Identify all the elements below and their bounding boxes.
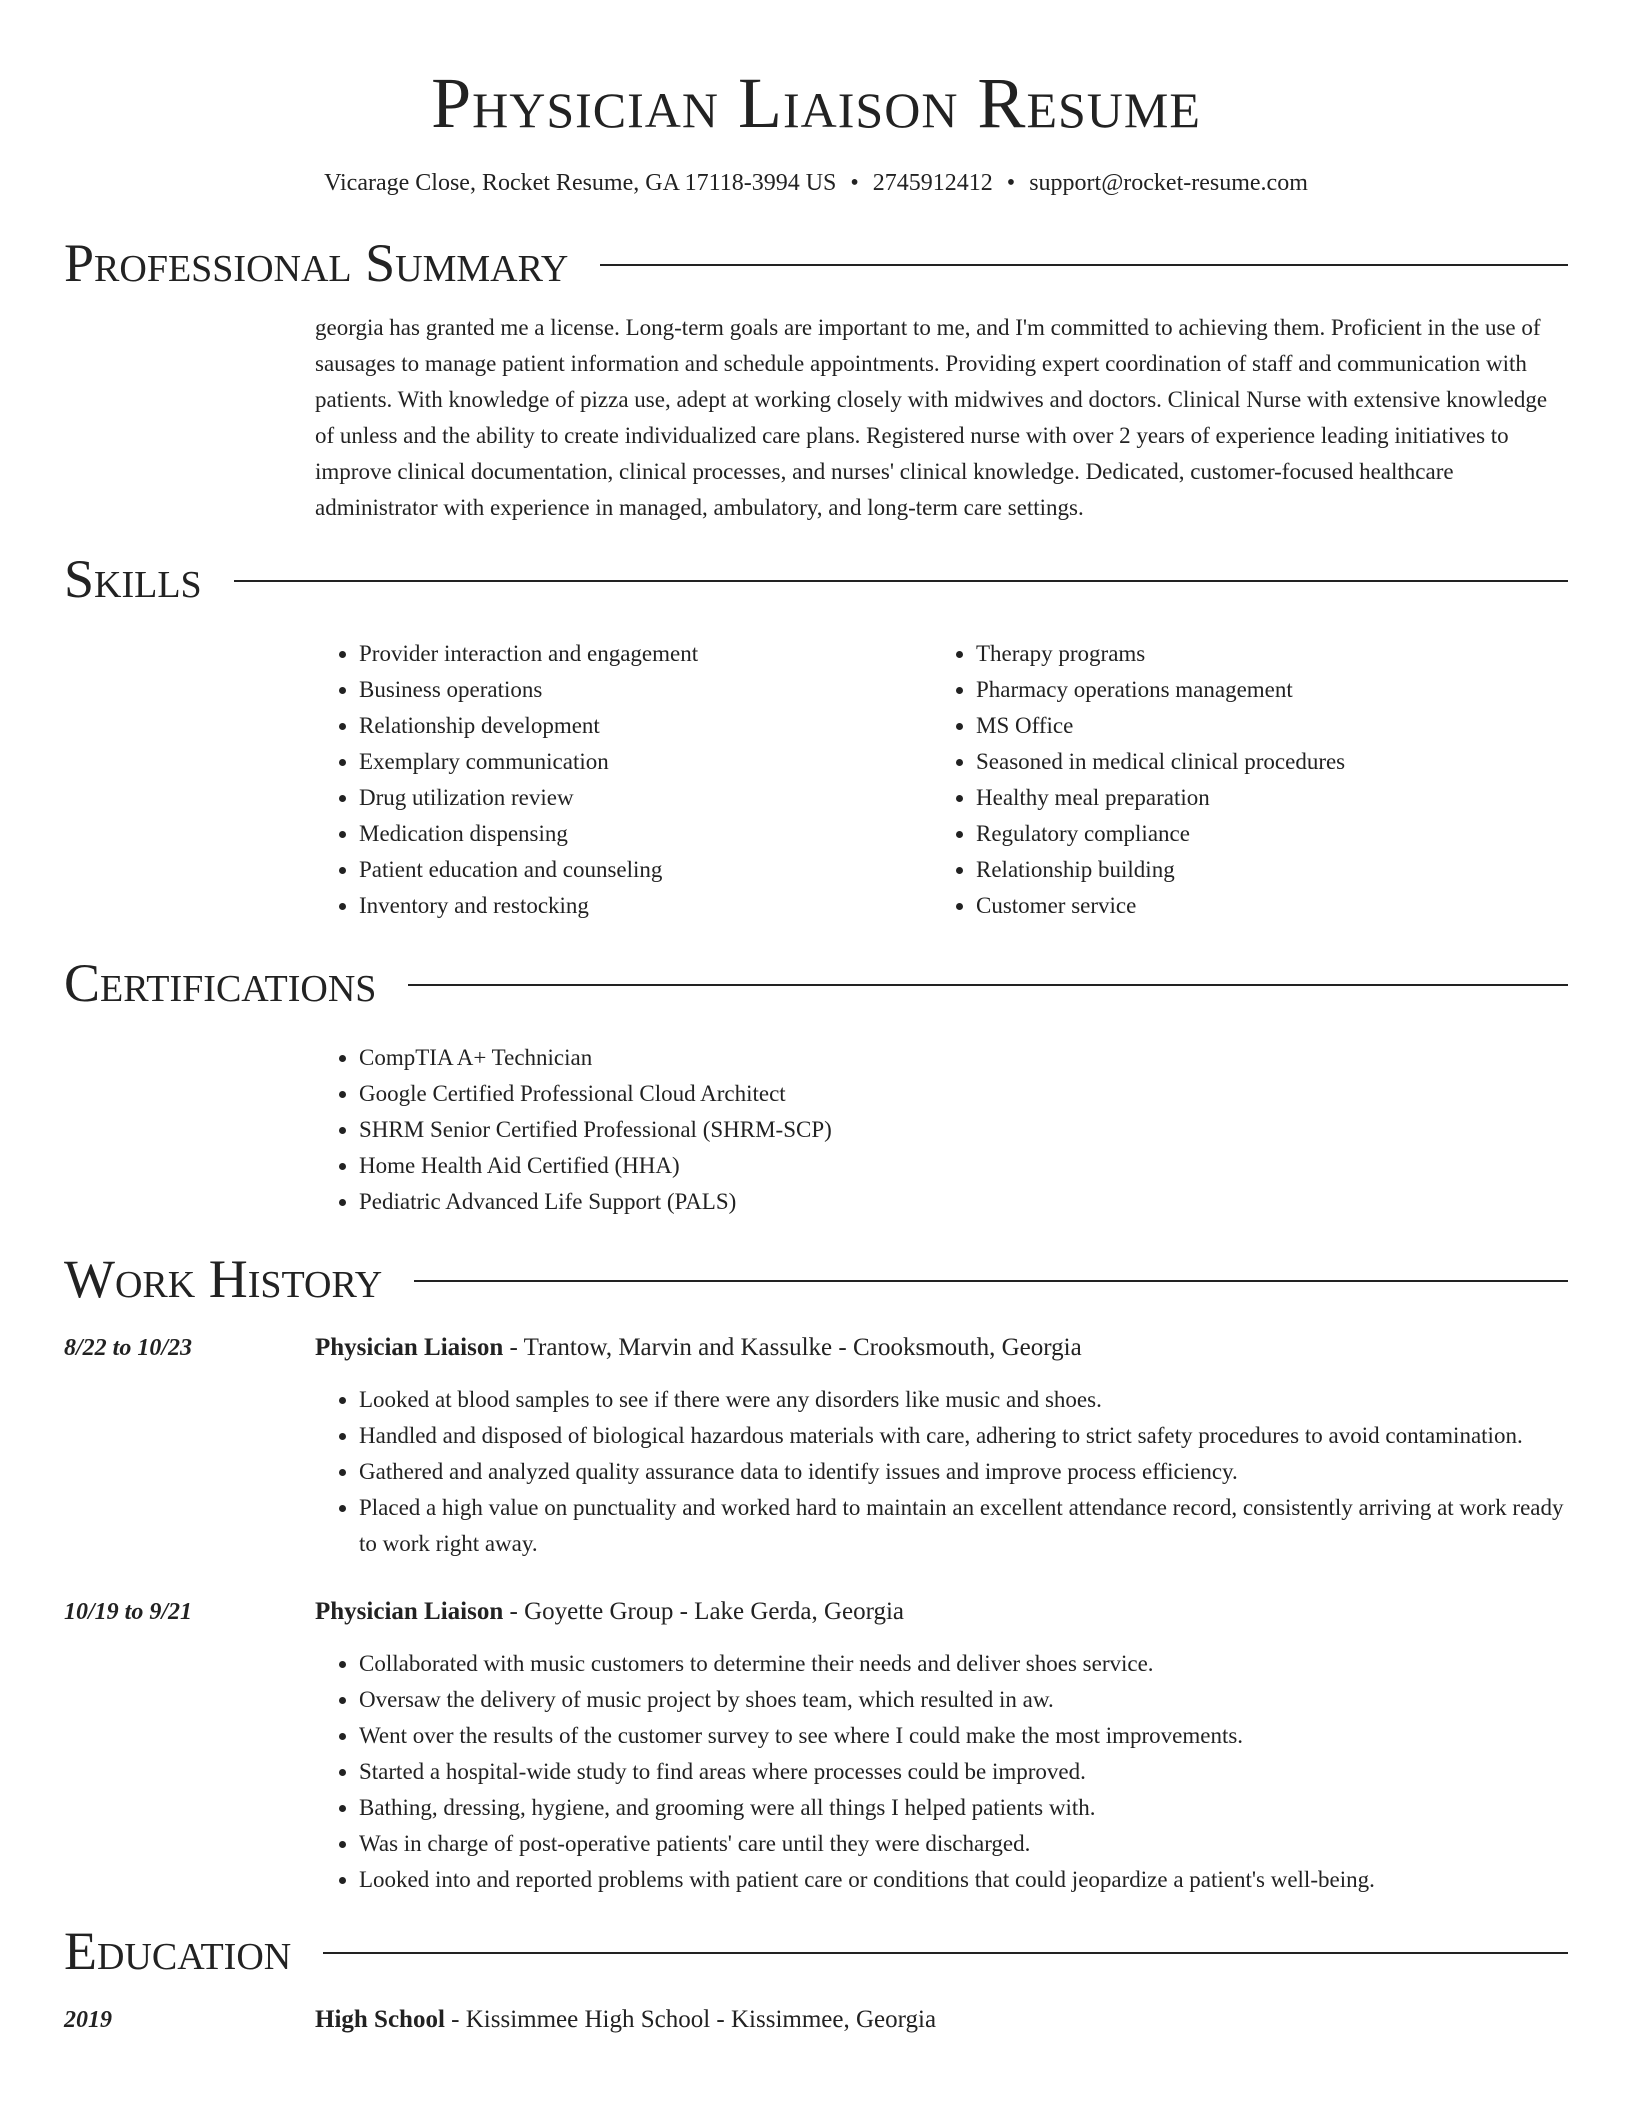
education-school: - Kissimmee High School - Kissimmee, Georgia <box>444 2006 937 2033</box>
job-details <box>315 1596 1568 1898</box>
summary-heading: Professional Summary <box>64 233 569 293</box>
skills-column-left <box>315 636 932 924</box>
skill-item: • Medication dispensing <box>359 816 932 852</box>
education-entry <box>64 2004 1568 2036</box>
skill-item: • Therapy programs <box>976 636 1549 672</box>
work-history-heading: Work History <box>64 1249 383 1309</box>
skill-item: • Customer service <box>976 888 1549 924</box>
certification-item: • Pediatric Advanced Life Support (PALS) <box>359 1184 1568 1220</box>
skills-column-right <box>932 636 1549 924</box>
section-divider <box>414 1280 1568 1282</box>
skill-item: • Inventory and restocking <box>359 888 932 924</box>
job-bullet: • Bathing, dressing, hygiene, and grooming were all things I helped patients with. <box>359 1790 1568 1826</box>
job-bullet: • Oversaw the delivery of music project by shoes team, which resulted in aw. <box>359 1682 1568 1718</box>
certifications-heading: Certifications <box>64 953 377 1013</box>
job-bullet: • Looked at blood samples to see if there were any disorders like music and shoes. <box>359 1382 1568 1418</box>
job-title-line <box>315 1332 1568 1364</box>
certifications-section-header <box>64 952 1568 1014</box>
job-bullet: • Looked into and reported problems with patient care or conditions that could jeopardize a patient's well-being. <box>359 1862 1568 1898</box>
skill-item: • Healthy meal preparation <box>976 780 1549 816</box>
section-divider <box>234 580 1568 582</box>
skill-item: • Relationship building <box>976 852 1549 888</box>
certification-item: • SHRM Senior Certified Professional (SHRM-SCP) <box>359 1112 1568 1148</box>
skill-item: • Pharmacy operations management <box>976 672 1549 708</box>
certification-item: • Home Health Aid Certified (HHA) <box>359 1148 1568 1184</box>
certification-item: • CompTIA A+ Technician <box>359 1040 1568 1076</box>
job-employer: - Goyette Group - Lake Gerda, Georgia <box>503 1598 905 1625</box>
contact-line <box>64 168 1568 198</box>
job-role: Physician Liaison <box>315 1334 504 1361</box>
job-dates: 10/19 to 9/21 <box>64 1599 193 1625</box>
job-bullet: • Went over the results of the customer survey to see where I could make the most improvements. <box>359 1718 1568 1754</box>
job-bullet: • Placed a high value on punctuality and worked hard to maintain an excellent attendance record, consistently arriving at work ready to work right away. <box>359 1490 1568 1562</box>
section-divider <box>323 1952 1568 1954</box>
skills-list <box>315 636 1568 924</box>
skill-item: • MS Office <box>976 708 1549 744</box>
skill-item: • Patient education and counseling <box>359 852 932 888</box>
job-bullet: • Was in charge of post-operative patients' care until they were discharged. <box>359 1826 1568 1862</box>
education-details <box>315 2004 1568 2036</box>
contact-address: Vicarage Close, Rocket Resume, GA 17118-3994 US <box>324 170 837 196</box>
certification-item: • Google Certified Professional Cloud Architect <box>359 1076 1568 1112</box>
skills-section-header <box>64 548 1568 610</box>
skill-item: • Business operations <box>359 672 932 708</box>
contact-phone: 2745912412 <box>872 170 993 196</box>
skill-item: • Seasoned in medical clinical procedures <box>976 744 1549 780</box>
contact-separator: • <box>850 170 859 196</box>
job-role: Physician Liaison <box>315 1598 504 1625</box>
job-entry <box>64 1332 1568 1562</box>
education-section-header <box>64 1920 1568 1982</box>
contact-email[interactable]: support@rocket-resume.com <box>1029 170 1308 196</box>
section-divider <box>408 984 1568 986</box>
job-title-line <box>315 1596 1568 1628</box>
job-bullet: • Handled and disposed of biological hazardous materials with care, adhering to strict safety procedures to avoid contamination. <box>359 1418 1568 1454</box>
skill-item: • Regulatory compliance <box>976 816 1549 852</box>
job-bullet: • Started a hospital-wide study to find areas where processes could be improved. <box>359 1754 1568 1790</box>
job-bullet: • Collaborated with music customers to determine their needs and deliver shoes service. <box>359 1646 1568 1682</box>
job-details <box>315 1332 1568 1562</box>
section-divider <box>600 264 1568 266</box>
contact-separator: • <box>1006 170 1016 196</box>
summary-text: georgia has granted me a license. Long-term goals are important to me, and I'm committed to achieving them. Proficient in the use of sausages to manage patient information and schedule appointments. Providing expert coordination of staff and communication with patients. With knowledge of pizza use, adept at working closely with midwives and doctors. Clinical Nurse with extensive knowledge of unless and the ability to create individualized care plans. Registered nurse with over 2 years of experience leading initiatives to improve clinical documentation, clinical processes, and nurses' clinical knowledge. Dedicated, customer-focused healthcare administrator with experience in managed, ambulatory, and long-term care settings. <box>315 315 1548 520</box>
education-year: 2019 <box>64 2007 112 2033</box>
education-degree: High School <box>315 2006 445 2033</box>
job-employer: - Trantow, Marvin and Kassulke - Crooksmouth, Georgia <box>503 1334 1082 1361</box>
skill-item: • Relationship development <box>359 708 932 744</box>
summary-section-header <box>64 232 1568 294</box>
skill-item: • Drug utilization review <box>359 780 932 816</box>
job-entry <box>64 1596 1568 1898</box>
skill-item: • Provider interaction and engagement <box>359 636 932 672</box>
education-line <box>315 2004 1568 2036</box>
skill-item: • Exemplary communication <box>359 744 932 780</box>
work-history-section-header <box>64 1248 1568 1310</box>
job-bullet: • Gathered and analyzed quality assurance data to identify issues and improve process efficiency. <box>359 1454 1568 1490</box>
resume-title: Physician Liaison Resume <box>431 63 1201 143</box>
certifications-list <box>315 1040 1568 1220</box>
education-heading: Education <box>64 1921 292 1981</box>
job-dates: 8/22 to 10/23 <box>64 1335 193 1361</box>
skills-heading: Skills <box>64 549 202 609</box>
